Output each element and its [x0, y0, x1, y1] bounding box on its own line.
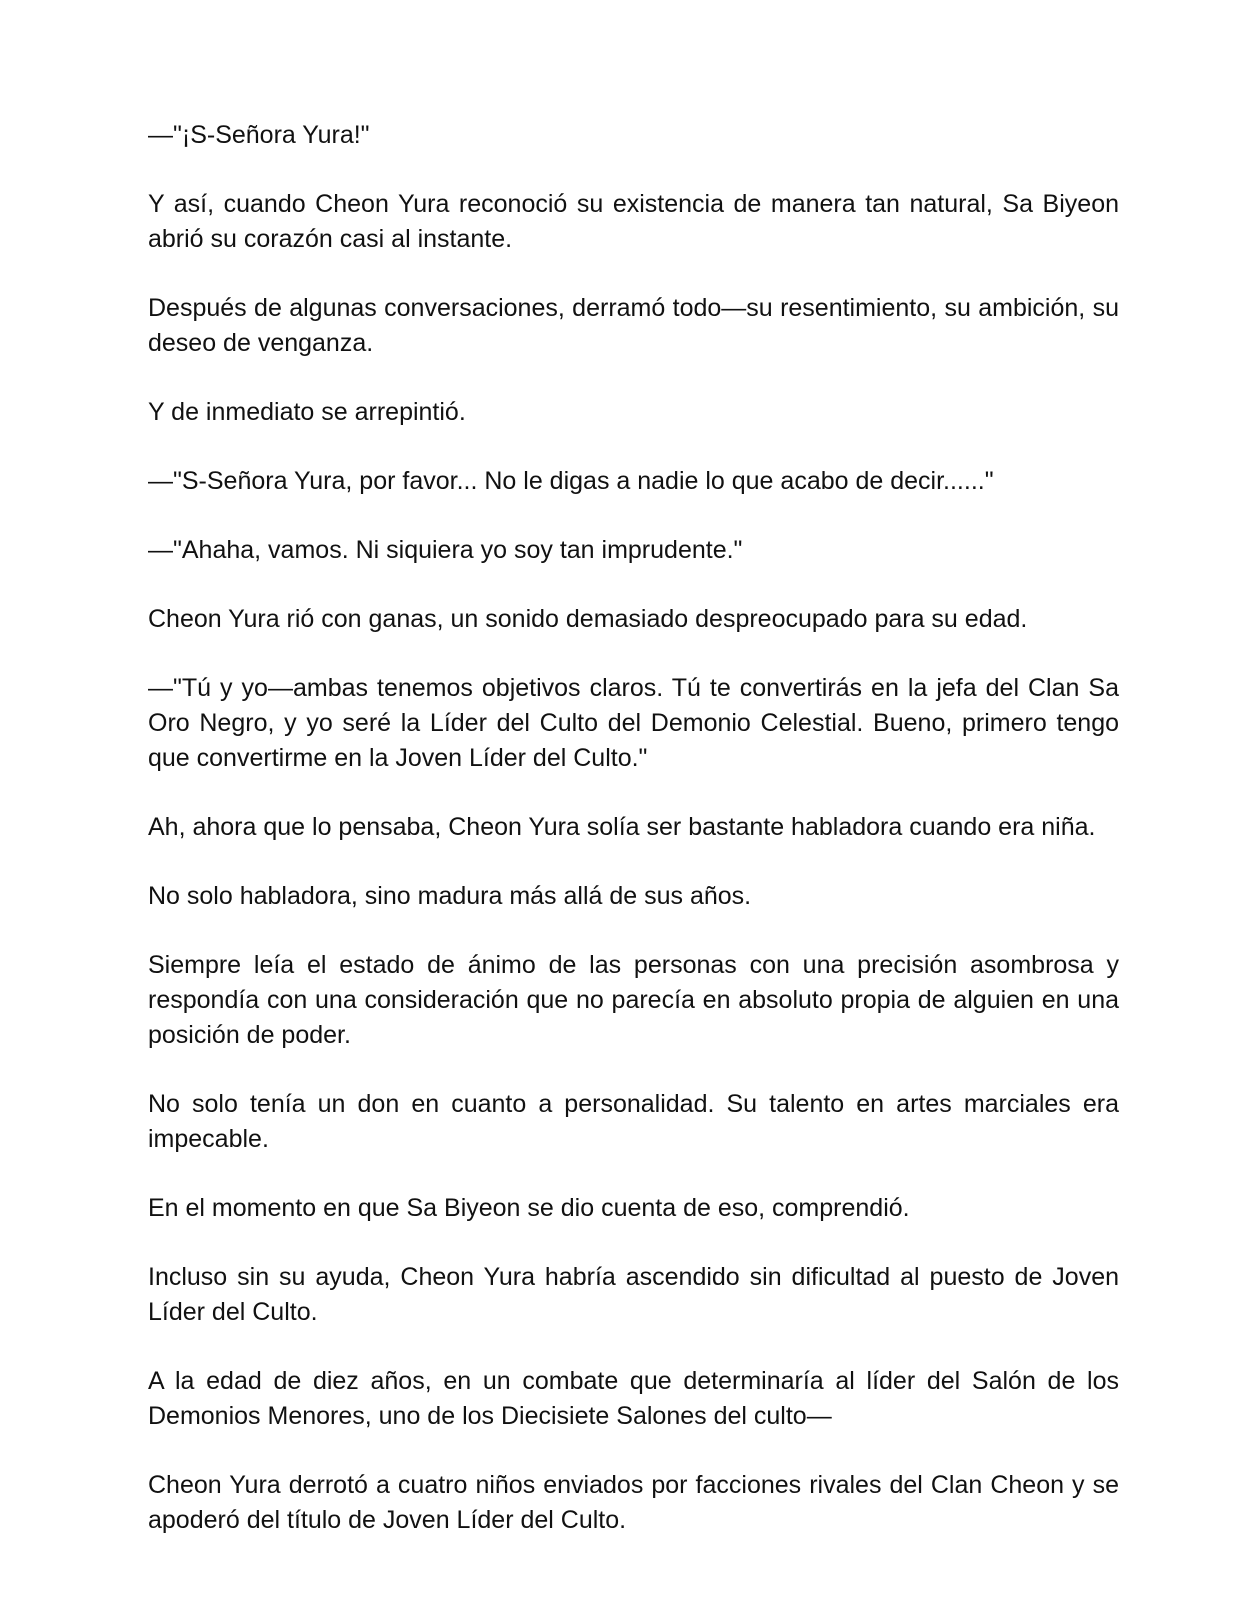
document-body	[148, 118, 1119, 1538]
paragraph: —"S-Señora Yura, por favor... No le digas a nadie lo que acabo de decir......"	[148, 467, 994, 495]
paragraph: No solo habladora, sino madura más allá de sus años.	[148, 882, 752, 910]
paragraph: Incluso sin su ayuda, Cheon Yura habría ascendido sin dificultad al puesto de Joven Líder del Culto.	[148, 1263, 1119, 1326]
paragraph: En el momento en que Sa Biyeon se dio cuenta de eso, comprendió.	[148, 1194, 910, 1222]
paragraph: Cheon Yura derrotó a cuatro niños enviados por facciones rivales del Clan Cheon y se apoderó del título de Joven Líder del Culto.	[148, 1471, 1119, 1534]
paragraph: Siempre leía el estado de ánimo de las personas con una precisión asombrosa y respondía con una consideración que no parecía en absoluto propia de alguien en una posición de poder.	[148, 951, 1119, 1049]
paragraph: Después de algunas conversaciones, derramó todo—su resentimiento, su ambición, su deseo de venganza.	[148, 294, 1119, 357]
paragraph: Ah, ahora que lo pensaba, Cheon Yura solía ser bastante habladora cuando era niña.	[148, 813, 1096, 841]
paragraph: —"¡S-Señora Yura!"	[148, 121, 370, 149]
paragraph: —"Tú y yo—ambas tenemos objetivos claros. Tú te convertirás en la jefa del Clan Sa Oro Negro, y yo seré la Líder del Culto del Demonio Celestial. Bueno, primero tengo que convertirme en la Joven Líder del Culto."	[148, 674, 1119, 772]
paragraph: Y de inmediato se arrepintió.	[148, 398, 466, 426]
paragraph: —"Ahaha, vamos. Ni siquiera yo soy tan imprudente."	[148, 536, 743, 564]
paragraph: A la edad de diez años, en un combate que determinaría al líder del Salón de los Demonios Menores, uno de los Diecisiete Salones del culto—	[148, 1367, 1119, 1430]
paragraph: No solo tenía un don en cuanto a personalidad. Su talento en artes marciales era impecable.	[148, 1090, 1119, 1153]
paragraph: Y así, cuando Cheon Yura reconoció su existencia de manera tan natural, Sa Biyeon abrió su corazón casi al instante.	[148, 190, 1119, 253]
paragraph: Cheon Yura rió con ganas, un sonido demasiado despreocupado para su edad.	[148, 605, 1028, 633]
